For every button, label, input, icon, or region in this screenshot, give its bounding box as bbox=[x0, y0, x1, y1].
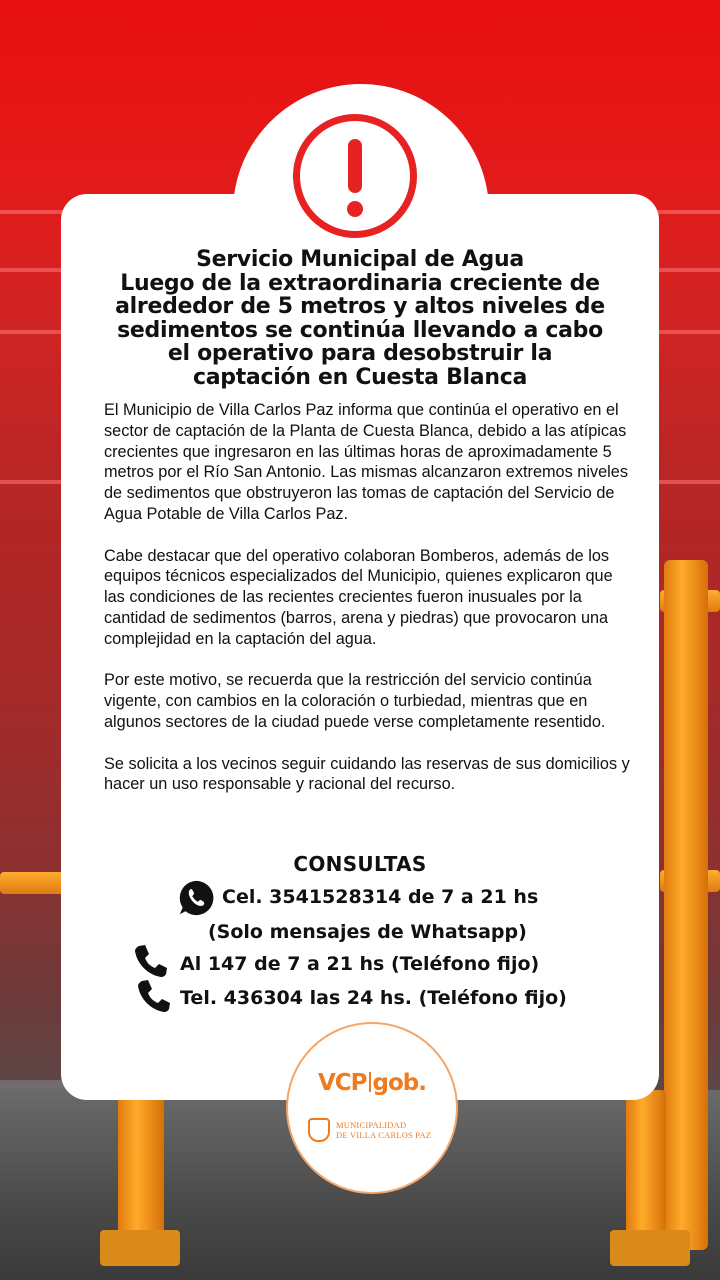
exclamation-circle-icon bbox=[293, 114, 417, 238]
logo-wordmark bbox=[288, 1070, 456, 1096]
exclamation-bar bbox=[348, 139, 362, 193]
logo-vcp: VCP bbox=[317, 1070, 367, 1096]
title-line: Servicio Municipal de Agua bbox=[196, 247, 524, 272]
logo-sub-line: DE VILLA CARLOS PAZ bbox=[336, 1130, 432, 1140]
title-line: captación en Cuesta Blanca bbox=[192, 364, 527, 390]
body-paragraph: Se solicita a los vecinos seguir cuidando las reservas de sus domicilios y hacer un uso responsable y racional del recurso. bbox=[104, 754, 630, 794]
bg-post-base bbox=[610, 1230, 690, 1266]
logo-separator bbox=[369, 1072, 371, 1092]
whatsapp-note: (Solo mensajes de Whatsapp) bbox=[208, 921, 527, 943]
logo-subtitle bbox=[336, 1120, 456, 1140]
whatsapp-icon bbox=[177, 879, 215, 917]
title-line: Luego de la extraordinaria creciente de bbox=[120, 270, 600, 296]
exclamation-dot bbox=[347, 201, 363, 217]
phone-line-436304[interactable]: Tel. 436304 las 24 hs. (Teléfono fijo) bbox=[180, 987, 567, 1009]
phone-line-147[interactable]: Al 147 de 7 a 21 hs (Teléfono fijo) bbox=[180, 953, 540, 975]
phone-icon bbox=[133, 943, 169, 979]
municipality-logo bbox=[286, 1022, 458, 1194]
logo-gob: gob. bbox=[372, 1070, 426, 1096]
municipal-seal-icon bbox=[308, 1118, 330, 1142]
notice-title bbox=[80, 248, 640, 389]
phone-icon bbox=[136, 978, 172, 1014]
body-paragraph: El Municipio de Villa Carlos Paz informa que continúa el operativo en el sector de captación de la Planta de Cuesta Blanca, debido a las atípicas crecientes que ingresaron en las últimas horas de aproximadamente 5 metros por el Río San Antonio. Las mismas alcanzaron extremos niveles de sedimentos que obstruyeron las tomas de captación del Servicio de Agua Potable de Villa Carlos Paz. bbox=[104, 401, 628, 523]
body-paragraph: Por este motivo, se recuerda que la restricción del servicio continúa vigente, con cambios en la coloración o turbiedad, mientras que en algunos sectores de la ciudad puede verse completamente resentido. bbox=[104, 671, 606, 731]
body-paragraph: Cabe destacar que del operativo colaboran Bomberos, además de los equipos técnicos especializados del Municipio, quienes explicaron que las condiciones de las recientes crecientes fueron inusuales por la cantidad de sedimentos (barros, arena y piedras) que provocaron una complejidad en la captación del agua. bbox=[104, 546, 613, 648]
bg-orange-post bbox=[664, 560, 708, 1250]
title-line: alrededor de 5 metros y altos niveles de bbox=[115, 294, 605, 319]
contact-heading: CONSULTAS bbox=[293, 852, 427, 876]
notice-body bbox=[104, 400, 634, 816]
whatsapp-number[interactable]: Cel. 3541528314 de 7 a 21 hs bbox=[222, 886, 539, 908]
logo-sub-line: MUNICIPALIDAD bbox=[336, 1120, 407, 1130]
title-line: sedimentos se continúa llevando a cabo bbox=[117, 317, 603, 343]
bg-post-base bbox=[100, 1230, 180, 1266]
title-line: el operativo para desobstruir la bbox=[167, 341, 553, 366]
